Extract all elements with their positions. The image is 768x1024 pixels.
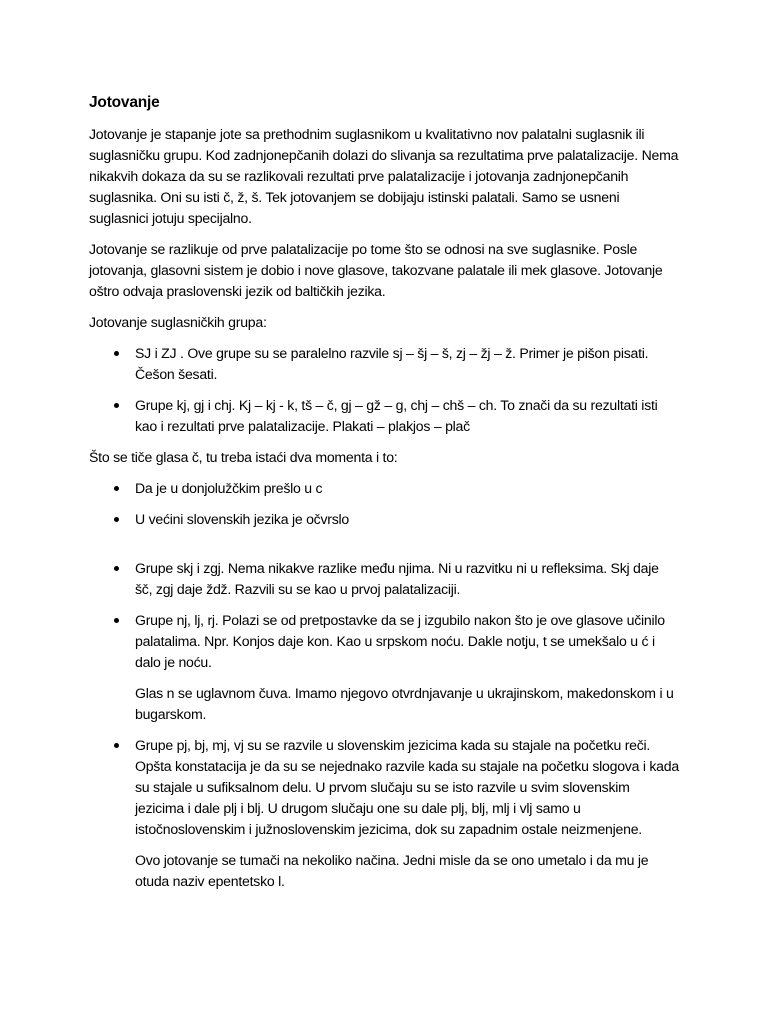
document-title: Jotovanje <box>89 94 160 111</box>
paragraph-intro: Jotovanje je stapanje jote sa prethodnim suglasnikom u kvalitativno nov palatalni suglasnik ili suglasničku grupu. Kod zadnjonepčanih dolazi do slivanja sa rezultatima prve palatalizacije. Nema nikakvih dokaza da su se razlikovali rezultati prve palatalizacije i jotovanja zadnjonepčanih suglasnika. Oni su isti č, ž, š. Tek jotovanjem se dobijaju istinski palatali. Samo se usneni suglasnici jotuju specijalno. <box>89 126 679 226</box>
bullet-icon <box>114 517 119 522</box>
bullet-icon <box>114 743 119 748</box>
c-sound-list <box>89 478 679 530</box>
paragraph-difference: Jotovanje se razlikuje od prve palatalizacije po tome što se odnosi na sve suglasnike. Posle jotovanja, glasovni sistem je dobio i nove glasove, takozvane palatale ili mek glasove. Jotovanje oštro odvaja praslovenski jezik od baltičkih jezika. <box>89 241 663 299</box>
bullet-icon <box>114 403 119 408</box>
paragraph-c-sound: Što se tiče glasa č, tu treba istaći dva momenta i to: <box>89 449 398 465</box>
consonant-groups-list <box>89 343 679 437</box>
list-item-text: Grupe pj, bj, mj, vj su se razvile u slovenskim jezicima kada su stajale na početku reči. Opšta konstatacija je da su se nejednako razvile kada su stajale na početku slogova i kada su stajale u sufiksalnom delu. U prvom slučaju su se isto razvile u svim slovenskim jezicima i dale plj i blj. U drugom slučaju one su dale plj, blj, mlj i vlj samo u istočnoslovenskim i južnoslovenskim jezicima, dok su zapadnim ostale neizmenjene. <box>135 737 679 837</box>
bullet-icon <box>114 351 119 356</box>
list-item <box>89 610 679 725</box>
list-item-text: U većini slovenskih jezika je očvrslo <box>135 511 349 527</box>
more-groups-list <box>89 558 679 892</box>
list-item <box>89 478 679 499</box>
list-item <box>89 509 679 530</box>
bullet-icon <box>114 566 119 571</box>
list-item <box>89 395 679 437</box>
list-item-subparagraph: Glas n se uglavnom čuva. Imamo njegovo otvrdnjavanje u ukrajinskom, makedonskom i u bugarskom. <box>135 685 674 722</box>
list-item-text: Grupe skj i zgj. Nema nikakve razlike među njima. Ni u razvitku ni u refleksima. Skj daje šč, zgj daje ždž. Razvili su se kao u prvoj palatalizaciji. <box>135 560 659 597</box>
list-item-text: Da je u donjolužčkim prešlo u c <box>135 480 323 496</box>
list-item <box>89 558 679 600</box>
spacer <box>89 540 679 558</box>
list-item-subparagraph: Ovo jotovanje se tumači na nekoliko načina. Jedni misle da se ono umetalo i da mu je otuda naziv epentetsko l. <box>135 852 649 889</box>
list-item-text: SJ i ZJ . Ove grupe su se paralelno razvile sj – šj – š, zj – žj – ž. Primer je pišon pisati. Češon šesati. <box>135 345 649 382</box>
list-item <box>89 343 679 385</box>
list-item <box>89 735 679 892</box>
list-item-text: Grupe nj, lj, rj. Polazi se od pretpostavke da se j izgubilo nakon što je ove glasove učinilo palatalima. Npr. Konjos daje kon. Kao u srpskom noću. Dakle notju, t se umekšalo u ć i dalo je noću. <box>135 612 665 670</box>
bullet-icon <box>114 486 119 491</box>
list-item-text: Grupe kj, gj i chj. Kj – kj - k, tš – č, gj – gž – g, chj – chš – ch. To znači da su rezultati isti kao i rezultati prve palatalizacije. Plakati – plakjos – plač <box>135 397 658 434</box>
paragraph-groups-heading: Jotovanje suglasničkih grupa: <box>89 314 267 330</box>
document-body <box>89 92 679 902</box>
bullet-icon <box>114 618 119 623</box>
